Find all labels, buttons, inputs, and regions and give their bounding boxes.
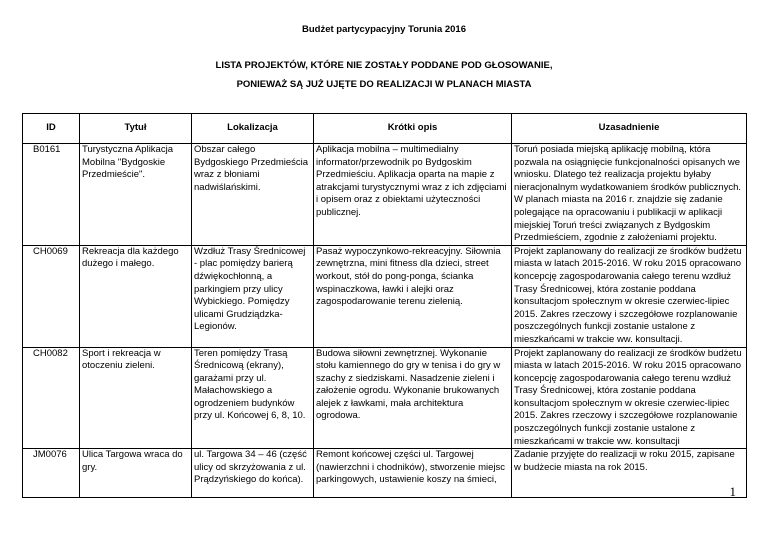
table-row <box>23 347 747 449</box>
cell-location: Obszar całego Bydgoskiego Przedmieścia wraz z błoniami nadwiślańskimi. <box>192 144 314 246</box>
document-subtitle-line-2: PONIEWAŻ SĄ JUŻ UJĘTE DO REALIZACJI W PLANACH MIASTA <box>236 79 532 90</box>
table-header-row <box>23 114 747 144</box>
page-number: 1 <box>729 484 736 499</box>
table-row <box>23 245 747 347</box>
cell-title: Ulica Targowa wraca do gry. <box>80 449 192 498</box>
cell-title: Rekreacja dla każdego dużego i małego. <box>80 245 192 347</box>
table-row <box>23 144 747 246</box>
cell-justification: Zadanie przyjęte do realizacji w roku 2015, zapisane w budżecie miasta na rok 2015. <box>512 449 747 498</box>
cell-title: Turystyczna Aplikacja Mobilna "Bydgoskie Przedmieście". <box>80 144 192 246</box>
table-row <box>23 449 747 498</box>
cell-id: JM0076 <box>23 449 80 498</box>
cell-location: ul. Targowa 34 – 46 (część ulicy od skrzyżowania z ul. Prądzyńskiego do końca). <box>192 449 314 498</box>
cell-justification: Projekt zaplanowany do realizacji ze środków budżetu miasta w latach 2015-2016. W roku 2015 opracowano koncepcję zagospodarowania całego terenu wzdłuż Trasy Średnicowej, która zostanie poddana konsultacjom społecznym w okresie czerwiec-lipiec 2015. Zakres rzeczowy i szczegółowe rozplanowanie poszczególnych funkcji zostanie ustalone z mieszkańcami w trakcie ww. konsultacji. <box>512 245 747 347</box>
cell-description: Pasaż wypoczynkowo-rekreacyjny. Siłownia zewnętrzna, mini fitness dla dzieci, street workout, stół do pong-ponga, ścianka wspinaczkowa, ławki i alejki oraz zagospodarowanie terenu zielenią. <box>314 245 512 347</box>
document-subtitle-line-1: LISTA PROJEKTÓW, KTÓRE NIE ZOSTAŁY PODDANE POD GŁOSOWANIE, <box>215 60 553 71</box>
cell-description: Aplikacja mobilna – multimedialny informator/przewodnik po Bydgoskim Przedmieściu. Aplikacja oparta na mapie z atrakcjami turystycznymi wraz z ich zdjęciami i opisem oraz z obiektami użyteczności publicznej. <box>314 144 512 246</box>
cell-justification: Projekt zaplanowany do realizacji ze środków budżetu miasta w latach 2015-2016. W roku 2015 opracowano koncepcję zagospodarowania całego terenu wzdłuż Trasy Średnicowej, która zostanie poddana konsultacjom społecznym w okresie czerwiec-lipiec 2015. Zakres rzeczowy i szczegółowe rozplanowanie poszczególnych funkcji zostanie ustalone z mieszkańcami w trakcie ww. konsultacji <box>512 347 747 449</box>
cell-id: B0161 <box>23 144 80 246</box>
cell-justification: Toruń posiada miejską aplikację mobilną, która pozwala na osiągnięcie funkcjonalności opisanych we wniosku. Dlatego też realizacja projektu byłaby nieracjonalnym wydatkowaniem środków publicznych. W planach miasta na 2016 r. znajdzie się zadanie polegające na opracowaniu i publikacji w aplikacji miejskiej Toruń treści związanych z Bydgoskim Przedmieściem, zgodnie z założeniami projektu. <box>512 144 747 246</box>
column-header-location: Lokalizacja <box>192 114 314 144</box>
document-title: Budżet partycypacyjny Torunia 2016 <box>301 24 467 35</box>
cell-title: Sport i rekreacja w otoczeniu zieleni. <box>80 347 192 449</box>
cell-description: Budowa siłowni zewnętrznej. Wykonanie stołu kamiennego do gry w tenisa i do gry w szachy z siedziskami. Nasadzenie zieleni i założenie ogrodu. Wykonanie brukowanych alejek z ławkami, mała architektura ogrodowa. <box>314 347 512 449</box>
cell-location: Wzdłuż Trasy Średnicowej - plac pomiędzy barierą dźwiękochłonną, a parkingiem przy ulicy Wybickiego. Pomiędzy ulicami Grudziądzka-Legionów. <box>192 245 314 347</box>
cell-location: Teren pomiędzy Trasą Średnicową (ekrany), garażami przy ul. Małachowskiego a ogrodzeniem budynków przy ul. Końcowej 6, 8, 10. <box>192 347 314 449</box>
column-header-title: Tytuł <box>80 114 192 144</box>
column-header-description: Krótki opis <box>314 114 512 144</box>
projects-table <box>22 113 747 498</box>
cell-description: Remont końcowej części ul. Targowej (nawierzchni i chodników), stworzenie miejsc parkingowych, ustawienie koszy na śmieci, <box>314 449 512 498</box>
cell-id: CH0069 <box>23 245 80 347</box>
column-header-id: ID <box>23 114 80 144</box>
column-header-justification: Uzasadnienie <box>512 114 747 144</box>
cell-id: CH0082 <box>23 347 80 449</box>
